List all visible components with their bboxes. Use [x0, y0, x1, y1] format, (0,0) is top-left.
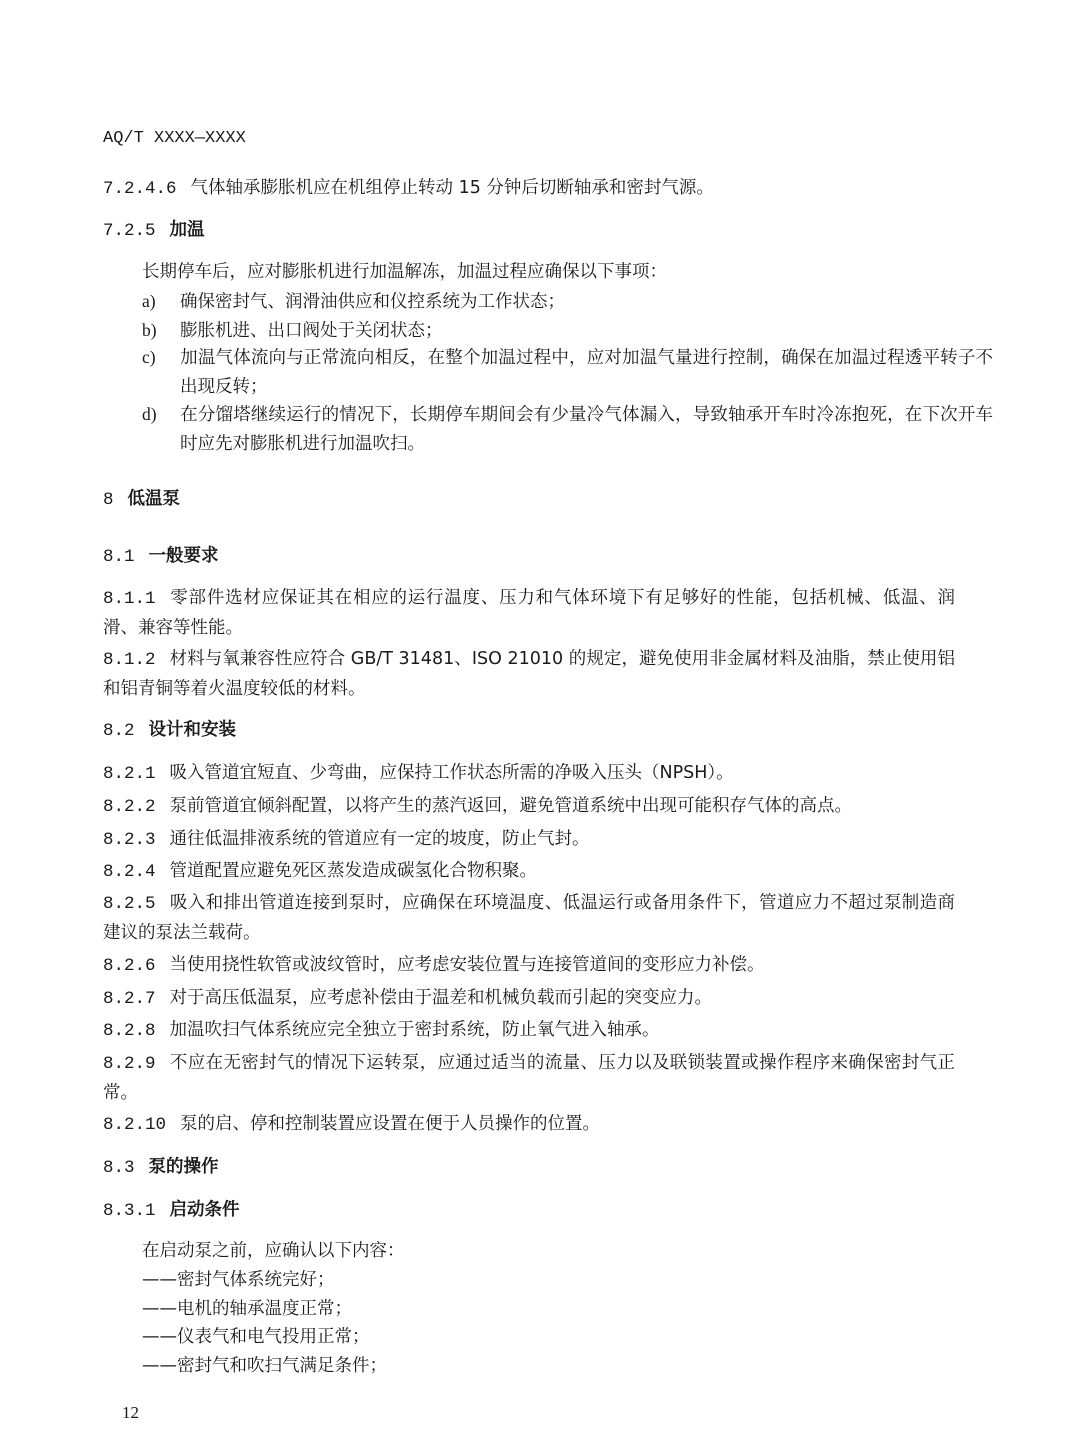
heading-8-2: [103, 716, 955, 746]
clause-number: 8.2.5: [103, 894, 156, 914]
heading-number: 8.3.1: [103, 1201, 156, 1221]
clause-8-2-1: [103, 759, 955, 789]
paragraph-intro: 长期停车后，应对膨胀机进行加温解冻，加温过程应确保以下事项：: [142, 262, 667, 282]
list-text: 加温气体流向与正常流向相反，在整个加温过程中，应对加温气量进行控制，确保在加温过程透平转子不出现反转；: [180, 348, 993, 397]
clause-8-2-7: [103, 984, 955, 1014]
clause-number: 8.2.8: [103, 1021, 156, 1041]
clause-text: 零部件选材应保证其在相应的运行温度、压力和气体环境下有足够好的性能，包括机械、低温、润滑、兼容等性能。: [103, 588, 955, 638]
clause-8-2-6: [103, 951, 955, 981]
clause-text: 对于高压低温泵，应考虑补偿由于温差和机械负载而引起的突变应力。: [169, 988, 713, 1008]
list-label: b): [142, 320, 157, 340]
clause-number: 7.2.4.6: [103, 179, 177, 199]
heading-8-3-1: [103, 1196, 955, 1226]
heading-title: 启动条件: [169, 1200, 240, 1220]
clause-number: 8.2.6: [103, 956, 156, 976]
clause-8-2-3: [103, 825, 955, 855]
clause-8-2-10: [103, 1110, 955, 1140]
heading-title: 泵的操作: [148, 1157, 219, 1177]
list-item: [142, 343, 993, 402]
clause-8-2-4: [103, 857, 955, 887]
clause-number: 8.2.9: [103, 1054, 156, 1074]
heading-8-3: [103, 1153, 955, 1183]
heading-title: 一般要求: [148, 546, 219, 566]
clause-text: 材料与氧兼容性应符合 GB/T 31481、ISO 21010 的规定，避免使用非金属材料及油脂，禁止使用铝和铝青铜等着火温度较低的材料。: [103, 649, 955, 699]
document-code-header: AQ/T XXXX—XXXX: [103, 129, 246, 148]
clause-number: 8.2.7: [103, 989, 156, 1009]
list-item: [142, 400, 993, 459]
clause-8-2-9: [103, 1049, 955, 1108]
clause-number: 8.2.3: [103, 830, 156, 850]
clause-number: 8.2.4: [103, 862, 156, 882]
paragraph-intro: 在启动泵之前，应确认以下内容：: [142, 1241, 405, 1261]
list-item: [142, 316, 993, 346]
clause-text: 吸入和排出管道连接到泵时，应确保在环境温度、低温运行或备用条件下，管道应力不超过泵制造商建议的泵法兰载荷。: [103, 893, 955, 943]
clause-7-2-4-6: [103, 174, 955, 204]
heading-8-1: [103, 542, 955, 572]
list-item: [142, 287, 993, 317]
dash-list-item: ——仪表气和电气投用正常；: [142, 1327, 370, 1347]
clause-text: 管道配置应避免死区蒸发造成碳氢化合物积聚。: [169, 861, 538, 881]
clause-8-2-8: [103, 1016, 955, 1046]
clause-number: 8.1.1: [103, 589, 156, 609]
page-number: 12: [122, 1403, 139, 1422]
dash-list-item: ——密封气体系统完好；: [142, 1270, 335, 1290]
clause-text: 当使用挠性软管或波纹管时，应考虑安装位置与连接管道间的变形应力补偿。: [169, 955, 765, 975]
clause-8-2-2: [103, 792, 955, 822]
list-text: 在分馏塔继续运行的情况下，长期停车期间会有少量冷气体漏入，导致轴承开车时冷冻抱死，在下次开车时应先对膨胀机进行加温吹扫。: [180, 405, 993, 454]
clause-text: 吸入管道宜短直、少弯曲，应保持工作状态所需的净吸入压头（NPSH）。: [169, 763, 734, 783]
clause-text: 泵的启、停和控制装置应设置在便于人员操作的位置。: [180, 1114, 601, 1134]
heading-7-2-5: [103, 216, 955, 246]
clause-8-1-2: [103, 645, 955, 704]
clause-number: 8.2.10: [103, 1115, 167, 1135]
heading-number: 8.2: [103, 721, 135, 741]
clause-number: 8.2.2: [103, 797, 156, 817]
dash-list-item: ——电机的轴承温度正常；: [142, 1299, 352, 1319]
clause-text: 气体轴承膨胀机应在机组停止转动 15 分钟后切断轴承和密封气源。: [190, 178, 714, 198]
clause-text: 通往低温排液系统的管道应有一定的坡度，防止气封。: [169, 829, 590, 849]
clause-text: 泵前管道宜倾斜配置，以将产生的蒸汽返回，避免管道系统中出现可能积存气体的高点。: [169, 796, 853, 816]
clause-8-2-5: [103, 889, 955, 948]
heading-title: 加温: [169, 220, 205, 240]
list-text: 膨胀机进、出口阀处于关闭状态；: [180, 321, 443, 341]
clause-text: 不应在无密封气的情况下运转泵，应通过适当的流量、压力以及联锁装置或操作程序来确保密封气正常。: [103, 1053, 955, 1103]
heading-number: 8.1: [103, 547, 135, 567]
dash-list-item: ——密封气和吹扫气满足条件；: [142, 1356, 387, 1376]
heading-title: 低温泵: [127, 489, 181, 509]
clause-8-1-1: [103, 584, 955, 643]
list-text: 确保密封气、润滑油供应和仪控系统为工作状态；: [180, 292, 565, 312]
heading-number: 7.2.5: [103, 221, 156, 241]
list-label: c): [142, 347, 156, 367]
clause-number: 8.2.1: [103, 764, 156, 784]
clause-text: 加温吹扫气体系统应完全独立于密封系统，防止氧气进入轴承。: [169, 1020, 660, 1040]
clause-number: 8.1.2: [103, 650, 156, 670]
heading-title: 设计和安装: [148, 720, 237, 740]
list-label: d): [142, 404, 157, 424]
heading-number: 8: [103, 490, 114, 510]
heading-8: [103, 485, 955, 515]
list-label: a): [142, 291, 156, 311]
heading-number: 8.3: [103, 1158, 135, 1178]
